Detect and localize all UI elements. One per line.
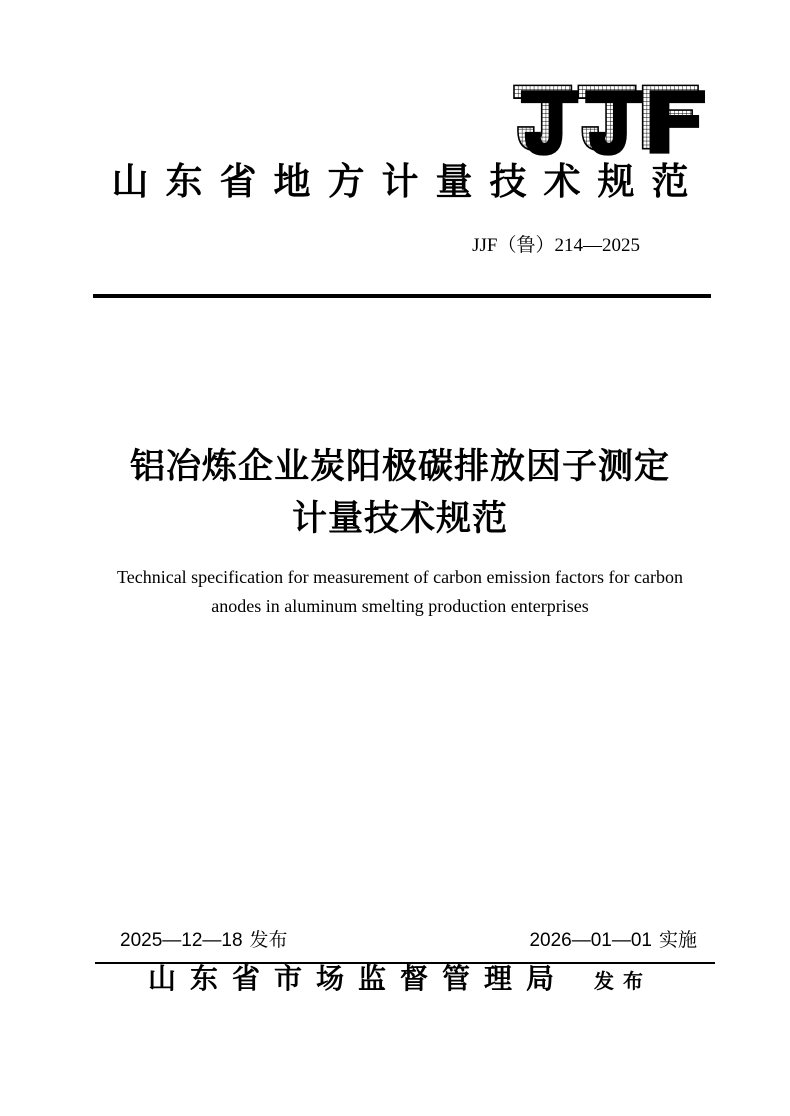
implement-label: 实施 (658, 930, 697, 951)
issuer-suffix: 发布 (594, 971, 652, 993)
title-zh-line1: 铝冶炼企业炭阳极碳排放因子测定 (129, 447, 670, 486)
title-en-line2: anodes in aluminum smelting production enterprises (211, 596, 589, 616)
date-row (95, 929, 715, 953)
jjf-logo-icon (513, 84, 707, 156)
divider-thick (93, 294, 711, 298)
title-zh-line2: 计量技术规范 (291, 499, 508, 538)
title-zh (80, 441, 720, 545)
title-en-line1: Technical specification for measurement of carbon emission factors for carbon (116, 567, 683, 587)
issue-date-item (120, 929, 288, 953)
issue-label: 发布 (249, 930, 288, 951)
doc-number: JJF（鲁）214—2025 (472, 235, 640, 256)
implement-date-item (529, 929, 697, 953)
issuer-row (85, 964, 715, 996)
issue-date: 2025—12—18 (120, 930, 243, 951)
title-en (70, 563, 730, 621)
issuer-name: 山东省市场监督管理局 (147, 964, 568, 995)
series-title: 山东省地方计量技术规范 (111, 162, 706, 203)
implement-date: 2026—01—01 (529, 930, 652, 951)
